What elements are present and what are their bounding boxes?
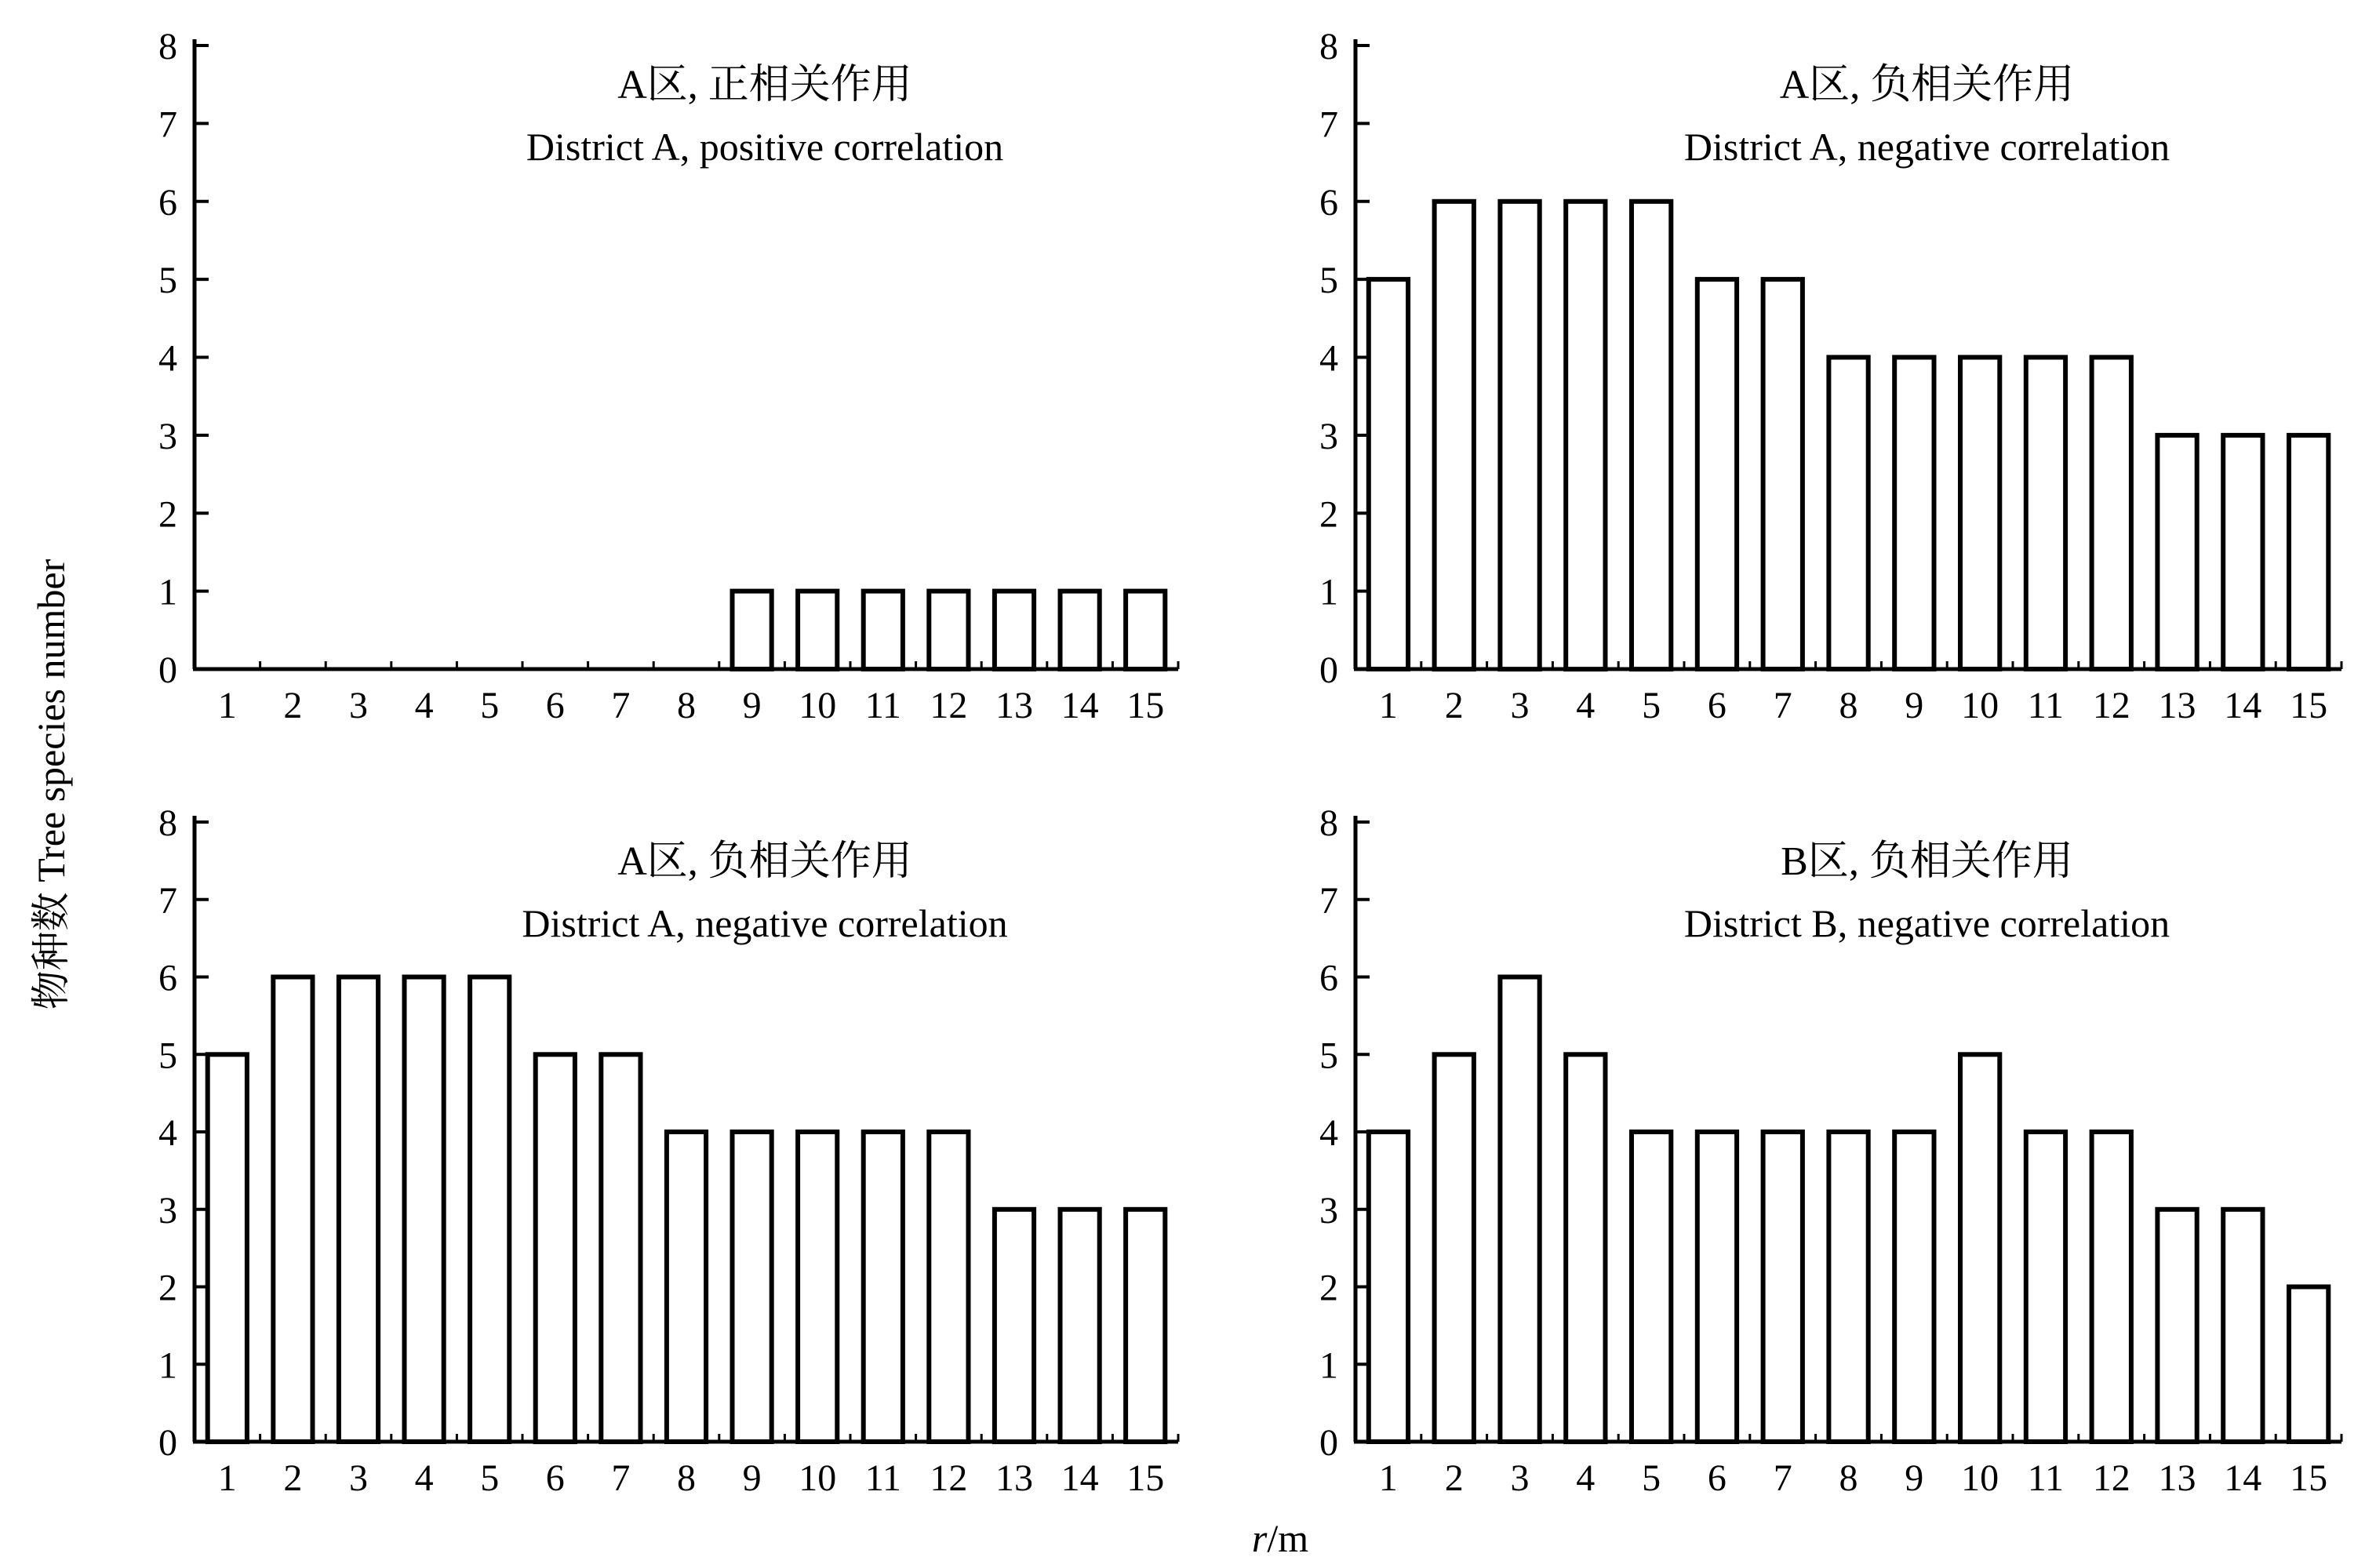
y-axis-label: 物种数 Tree species number: [29, 558, 73, 1010]
x-tick-label: 11: [864, 685, 901, 726]
bar: [995, 1210, 1034, 1442]
x-tick-label: 13: [995, 1457, 1033, 1499]
x-tick-label: 2: [1444, 1457, 1464, 1499]
bar: [798, 591, 837, 669]
bar: [405, 977, 444, 1442]
bar: [2223, 1210, 2262, 1442]
x-tick-label: 5: [1642, 1457, 1661, 1499]
chart-title: B区, 负相关作用: [1781, 839, 2073, 884]
x-tick-label: 2: [283, 685, 303, 726]
bar: [2157, 435, 2196, 669]
x-tick-label: 7: [611, 1457, 631, 1499]
y-tick-label: 2: [1319, 493, 1338, 536]
bar: [1500, 977, 1539, 1442]
y-tick-label: 7: [158, 879, 177, 922]
bar: [1894, 358, 1934, 670]
y-tick-label: 1: [1319, 571, 1338, 613]
x-tick-label: 8: [677, 685, 696, 726]
bar: [864, 591, 903, 669]
bar: [536, 1054, 575, 1442]
x-tick-label: 8: [677, 1457, 696, 1499]
x-tick-label: 13: [995, 685, 1033, 726]
x-tick-label: 15: [2290, 1457, 2328, 1499]
x-tick-label: 9: [1905, 1457, 1924, 1499]
x-tick-label: 5: [480, 1457, 500, 1499]
y-tick-label: 1: [158, 1344, 177, 1387]
y-tick-label: 6: [1319, 181, 1338, 224]
x-tick-label: 14: [2224, 1457, 2262, 1499]
x-axis-label-unit: /m: [1267, 1516, 1309, 1560]
y-tick-label: 0: [158, 1422, 177, 1464]
x-tick-label: 3: [1510, 685, 1530, 726]
bar: [1960, 1054, 1999, 1442]
bar: [1763, 279, 1803, 669]
y-tick-label: 8: [1319, 26, 1338, 67]
x-tick-label: 2: [283, 1457, 303, 1499]
chart-subtitle: District A, negative correlation: [1683, 125, 2170, 169]
x-tick-label: 11: [864, 1457, 901, 1499]
x-tick-label: 1: [217, 1457, 237, 1499]
bar: [667, 1132, 706, 1442]
x-tick-label: 8: [1839, 685, 1858, 726]
bar: [1632, 202, 1671, 669]
x-tick-label: 14: [1061, 1457, 1099, 1499]
bar: [208, 1054, 247, 1442]
bar: [2092, 358, 2131, 670]
x-tick-label: 5: [1642, 685, 1661, 726]
bar: [1697, 279, 1737, 669]
y-tick-label: 4: [158, 337, 177, 380]
bar: [2026, 358, 2065, 670]
bar: [2157, 1210, 2196, 1442]
y-tick-label: 6: [158, 957, 177, 999]
y-tick-label: 3: [158, 1189, 177, 1231]
x-tick-label: 7: [1773, 685, 1792, 726]
y-tick-label: 7: [1319, 104, 1338, 146]
bar: [2223, 435, 2262, 669]
x-tick-label: 7: [611, 685, 631, 726]
x-tick-label: 6: [1707, 1457, 1727, 1499]
bar: [929, 1132, 968, 1442]
x-tick-label: 4: [414, 1457, 434, 1499]
x-tick-label: 10: [1961, 685, 1999, 726]
x-tick-label: 12: [930, 685, 968, 726]
bar: [1061, 591, 1100, 669]
y-tick-label: 3: [1319, 1189, 1338, 1231]
x-tick-label: 12: [930, 1457, 968, 1499]
x-tick-label: 10: [799, 685, 837, 726]
bar: [273, 977, 312, 1442]
y-tick-label: 6: [158, 181, 177, 224]
bar: [995, 591, 1034, 669]
x-tick-label: 6: [1707, 685, 1727, 726]
bar: [1828, 1132, 1868, 1442]
x-tick-label: 1: [1378, 685, 1398, 726]
y-tick-label: 3: [158, 415, 177, 457]
x-tick-label: 9: [1905, 685, 1924, 726]
chart-panel-1: [158, 26, 1178, 726]
bar: [1126, 1210, 1165, 1442]
bar: [2289, 435, 2328, 669]
bar: [1566, 1054, 1605, 1442]
y-tick-label: 5: [1319, 260, 1338, 302]
y-tick-label: 1: [1319, 1344, 1338, 1387]
y-tick-label: 3: [1319, 415, 1338, 457]
y-tick-label: 6: [1319, 957, 1338, 999]
x-axis-label: [1252, 1516, 1308, 1560]
y-tick-label: 2: [158, 493, 177, 536]
x-tick-label: 5: [480, 685, 500, 726]
x-tick-label: 11: [2027, 685, 2065, 726]
x-tick-label: 4: [1576, 685, 1596, 726]
y-tick-label: 0: [158, 649, 177, 691]
y-tick-label: 1: [158, 571, 177, 613]
bar: [2026, 1132, 2065, 1442]
chart-panel-3: [158, 802, 1178, 1499]
x-tick-label: 15: [1126, 1457, 1165, 1499]
bar: [1435, 202, 1474, 669]
y-tick-label: 4: [158, 1112, 177, 1154]
bar: [1566, 202, 1605, 669]
x-tick-label: 10: [1961, 1457, 1999, 1499]
panels: [158, 26, 2341, 1499]
x-tick-label: 11: [2027, 1457, 2065, 1499]
bar: [2289, 1287, 2328, 1442]
bar: [864, 1132, 903, 1442]
y-tick-label: 2: [158, 1267, 177, 1309]
chart-subtitle: District A, positive correlation: [526, 125, 1004, 169]
x-tick-label: 3: [1510, 1457, 1530, 1499]
y-tick-label: 2: [1319, 1267, 1338, 1309]
bar: [1632, 1132, 1671, 1442]
x-tick-label: 3: [349, 685, 368, 726]
y-tick-label: 5: [158, 1035, 177, 1077]
y-tick-label: 7: [1319, 879, 1338, 922]
bar: [1061, 1210, 1100, 1442]
bar: [601, 1054, 640, 1442]
bar: [339, 977, 378, 1442]
x-tick-label: 1: [217, 685, 237, 726]
bar: [1126, 591, 1165, 669]
bar: [1960, 358, 1999, 670]
bar: [733, 1132, 772, 1442]
bar: [798, 1132, 837, 1442]
x-tick-label: 14: [2224, 685, 2262, 726]
y-tick-label: 5: [158, 260, 177, 302]
x-tick-label: 14: [1061, 685, 1099, 726]
y-tick-label: 0: [1319, 649, 1338, 691]
chart-title: A区, 正相关作用: [617, 63, 912, 107]
chart-subtitle: District A, negative correlation: [522, 901, 1008, 945]
x-tick-label: 6: [545, 685, 565, 726]
bar: [2092, 1132, 2131, 1442]
x-tick-label: 8: [1839, 1457, 1858, 1499]
x-tick-label: 12: [2092, 685, 2130, 726]
chart-title: A区, 负相关作用: [1779, 63, 2075, 107]
x-tick-label: 13: [2158, 685, 2196, 726]
x-tick-label: 2: [1444, 685, 1464, 726]
x-tick-label: 4: [414, 685, 434, 726]
y-tick-label: 8: [158, 26, 177, 67]
y-tick-label: 7: [158, 104, 177, 146]
x-tick-label: 10: [799, 1457, 837, 1499]
chart-subtitle: District B, negative correlation: [1683, 901, 2170, 945]
y-tick-label: 4: [1319, 337, 1338, 380]
x-tick-label: 15: [1126, 685, 1165, 726]
bar: [1500, 202, 1539, 669]
chart-panel-4: [1319, 802, 2341, 1499]
bar: [1369, 279, 1408, 669]
y-tick-label: 8: [158, 802, 177, 844]
y-tick-label: 4: [1319, 1112, 1338, 1154]
bar: [1697, 1132, 1737, 1442]
x-tick-label: 12: [2092, 1457, 2130, 1499]
x-tick-label: 3: [349, 1457, 368, 1499]
x-tick-label: 4: [1576, 1457, 1596, 1499]
bar: [1369, 1132, 1408, 1442]
bar: [733, 591, 772, 669]
x-tick-label: 15: [2290, 685, 2328, 726]
bar: [1894, 1132, 1934, 1442]
x-tick-label: 9: [742, 685, 762, 726]
x-axis-label-symbol: r: [1251, 1516, 1268, 1560]
chart-title: A区, 负相关作用: [617, 839, 912, 884]
y-tick-label: 5: [1319, 1035, 1338, 1077]
x-tick-label: 9: [742, 1457, 762, 1499]
y-tick-label: 8: [1319, 802, 1338, 844]
x-tick-label: 13: [2158, 1457, 2196, 1499]
bar: [1828, 358, 1868, 670]
chart-panel-2: [1319, 26, 2341, 726]
bar: [1435, 1054, 1474, 1442]
x-tick-label: 1: [1378, 1457, 1398, 1499]
bar: [929, 591, 968, 669]
x-tick-label: 6: [545, 1457, 565, 1499]
x-tick-label: 7: [1773, 1457, 1792, 1499]
bar: [470, 977, 509, 1442]
y-tick-label: 0: [1319, 1422, 1338, 1464]
bar: [1763, 1132, 1803, 1442]
